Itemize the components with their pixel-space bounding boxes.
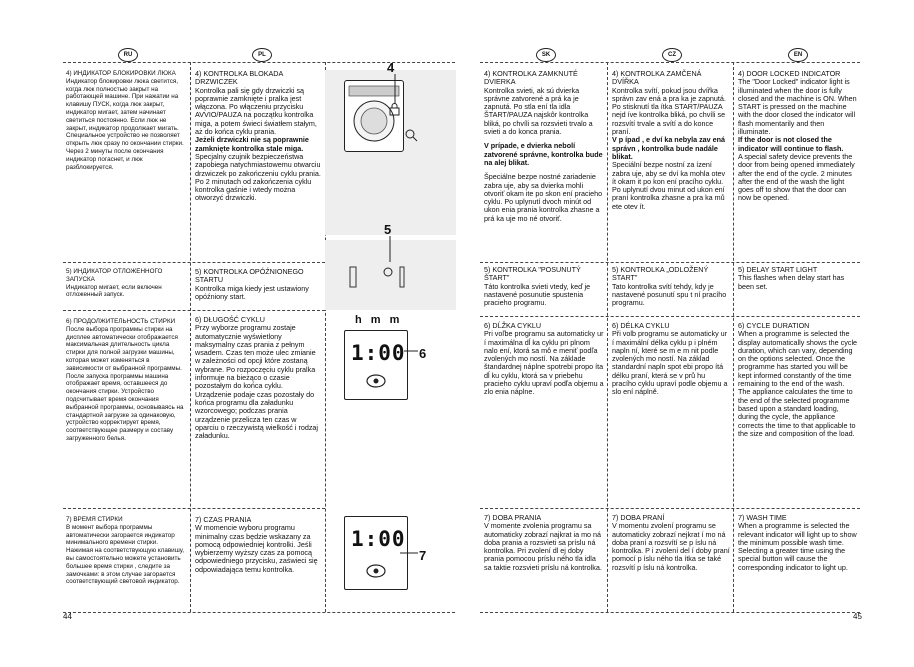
- wash-time-icon: [365, 373, 387, 389]
- pl-s4-title: 4) KONTROLKA BLOKADA DRZWICZEK: [195, 69, 283, 87]
- sk-section-6: [484, 322, 604, 403]
- flag-sk-icon: SK: [536, 48, 556, 62]
- pl-s5-title: 5) KONTROLKA OPÓŹNIONEGO STARTU: [195, 267, 304, 285]
- sk-s7-text: V momente zvolenia programu sa automaticky zobrazí najkrat ia mo ná doba prania a rozsvieti sa príslu ná kontrolka. Pri zvolení dl ej doby prania pomocou príslu ného tla idla sa taktie rozsvieti príslu ná kontrolka.: [484, 521, 602, 572]
- ru-s7-text: В момент выбора программы автоматически загорается индикатор минимального времени стирки. Нажимая на соответствующую клавишу, вы самостоятельно можете установить большее время стирки , следите за замочками: в этом случае загорается соответствующий световой индикатор.: [66, 523, 185, 586]
- hmm-label: h m m: [355, 314, 403, 326]
- flag-ru-icon: RU: [118, 48, 138, 62]
- delay-display-illustration: [348, 262, 408, 300]
- cz-s7-text: V momentu zvolení programu se automaticky zobrazí nejkrat í mo ná doba praní a rozsvítí se p íslu ná kontrolka. P i zvolení del í doby praní pomocí p íslu ného tla ítka se také rozsvítí p íslu ná kontrolka.: [612, 521, 730, 572]
- pl-s4-text: Kontrolka pali się gdy drzwiczki są poprawnie zamknięte i pralka jest włączona. Po włączeniu przycisku AVVIO/PAUZA na początku kontrolka miga, a potem świeci światłem stałym, aż do końca cyklu prania.: [195, 85, 317, 137]
- cz-s4-text: Kontrolka svítí, pokud jsou dvířka správn zav ená a pra ka je zapnutá. Po stisknutí tla ítka START/PAUZA nejd íve kontrolka bliká, po chvíli se rozsvítí trvale a svítí a do konce praní.: [612, 85, 726, 137]
- en-s4-bold: If the door is not closed the indicator will continue to flash.: [738, 135, 844, 153]
- cz-s6-title: 6) DÉLKA CYKLU: [612, 321, 670, 330]
- pl-s6-text: Przy wyborze programu zostaje automatycznie wyświetlony maksymalny czas prania z pełnym wsadem. Czas ten może ulec zmianie w zależności od opcji które zostaną wybrane. Po rozpoczęciu cyklu pralka informuje na bieżąco o czasie pozostałym do końca cyklu. Urządzenie podaje czas pozostały do końca programu dla załadunku wzorcowego; podczas prania urządzenie przelicza ten czas w oparciu o rzeczywistą wielkość i rodzaj załadunku.: [195, 323, 319, 441]
- cz-section-7: [612, 514, 730, 578]
- right-page: [457, 0, 914, 667]
- cz-s6-text: Při volb programu se automaticky ur í maximální délka cyklu p i plném napln ní, které se m e m nit podle zvolených mo ností. Na základ standardní napln spot ebi propo ítá délku praní, která se v prů hu pracího cyklu upraví podle objemu a slo ení náplně.: [612, 329, 728, 397]
- section-divider: [480, 262, 860, 263]
- cz-s5-text: Tato kontrolka svítí tehdy, kdy je nastavené posunutí spu t ní pracího programu.: [612, 281, 727, 308]
- pl-section-6: [195, 316, 321, 446]
- en-s7-title: 7) WASH TIME: [738, 513, 787, 522]
- cz-s4-title: 4) KONTROLKA ZAMČENÁ DVÍŘKA: [612, 69, 702, 87]
- ru-s5-text: Индикатор мигает, если включен отложенный запуск.: [66, 283, 162, 299]
- page-number: 45: [853, 612, 862, 621]
- en-s4-text2: A special safety device prevents the door from being opened immediately after the end of the cycle. 2 minutes after the end of the wash the light goes off to show that the door can now be opened.: [738, 151, 855, 203]
- duration-time-text: 1:00: [351, 341, 406, 365]
- en-s6-title: 6) CYCLE DURATION: [738, 321, 810, 330]
- en-s7-text: When a programme is selected the relevant indicator will light up to show the minimum possible wash time. Selecting a greater time using the special button will cause the corresponding indicator to light up.: [738, 521, 857, 572]
- callout-6-line: [404, 346, 420, 356]
- flag-cz-icon: CZ: [662, 48, 682, 62]
- callout-4: 4: [387, 60, 395, 75]
- section-divider: [480, 508, 860, 509]
- pl-section-7: [195, 516, 321, 580]
- top-divider: [63, 62, 455, 63]
- en-s5-text: This flashes when delay start has been set.: [738, 273, 845, 291]
- en-section-5: [738, 266, 858, 297]
- en-section-4: [738, 70, 858, 209]
- top-divider: [480, 62, 860, 63]
- section-divider: [63, 310, 325, 311]
- sk-s6-title: 6) DĹŽKA CYKLU: [484, 321, 542, 330]
- en-s6-text: When a programme is selected the display automatically shows the cycle duration, which can vary, depending on the options selected. Once the programme has started you will be kept informed constantly of the time remaining to the end of the wash. The appliance calculates the time to the end of the selected programme based upon a standard loading, during the cycle, the appliance corrects the time to that applicable to the size and composition of the load.: [738, 329, 858, 438]
- flag-pl-icon: PL: [252, 48, 272, 62]
- cz-s7-title: 7) DOBA PRANÍ: [612, 513, 665, 522]
- pl-s4-text2: Specjalny czujnik bezpieczeństwa zapobiega natychmiastowemu otwarciu drzwiczek po zakończeniu cyklu prania. Po 2 minutach od zakończenia cyklu kontrolka gaśnie i wtedy można otworzyć drzwiczki.: [195, 151, 321, 203]
- ru-s6-text: После выбора программы стирки на дисплее автоматически отображается максимальная длительность цикла стирки для полной загрузки машины, которая может изменяться в зависимости от выбранной программы. После запуска программы машина отображает время, оставшееся до окончания стирки. Устройство подсчитывает время окончания выбранной программы, основываясь на стандартной загрузке за одинаковую, устройство корректирует время, соответствующее размеру и составу загруженного белья.: [66, 325, 184, 442]
- sk-section-7: [484, 514, 604, 578]
- en-s4-text: The "Door Locked" indicator light is illuminated when the door is fully closed and the machine is ON. When START is pressed on the machine with the door closed the indicator will flash momentarily and then illuminate.: [738, 77, 857, 137]
- ru-s4-title: 4) ИНДИКАТОР БЛОКИРОВКИ ЛЮКА: [66, 70, 176, 77]
- en-section-6: [738, 322, 858, 444]
- cz-s5-title: 5) KONTROLKA „ODLOŽENÝ START": [612, 265, 709, 283]
- sk-s4-bold: V prípade, e dvierka nebolí zatvorené správne, kontrolka bude na alej blikat.: [484, 141, 603, 167]
- ru-section-6: [66, 318, 186, 449]
- ru-s7-title: 7) ВРЕМЯ СТИРКИ: [66, 516, 123, 523]
- sk-s4-text: Kontrolka svieti, ak sú dvierka správne zatvorené a prá ka je zapnutá. Po stla ení tla idla ŠTART/PAUZA najskôr kontrolka bliká, po chvíli sa rozsvieti trvalo a svieti a do konca prania.: [484, 85, 593, 137]
- sk-section-5: [484, 266, 604, 313]
- delay-display-segments: [348, 262, 408, 300]
- column-divider: [190, 62, 191, 612]
- pl-section-5: [195, 268, 321, 307]
- cz-section-5: [612, 266, 730, 313]
- sk-s4-title: 4) KONTROLKA ZAMKNUTÉ DVIERKA: [484, 69, 578, 87]
- wash-time-text: 1:00: [351, 527, 406, 551]
- door-lock-indicator-icon: [404, 128, 418, 142]
- pl-s4-bold: Jeżeli drzwiczki nie są poprawnie zamknięte kontrolka stale miga.: [195, 135, 309, 153]
- bottom-divider: [480, 612, 860, 613]
- flag-en-icon: EN: [788, 48, 808, 62]
- en-s4-title: 4) DOOR LOCKED INDICATOR: [738, 69, 841, 78]
- cycle-duration-display: [344, 330, 408, 400]
- cz-section-6: [612, 322, 730, 403]
- ru-s6-title: 6) ПРОДОЛЖИТЕЛЬНОСТЬ СТИРКИ: [66, 318, 176, 325]
- callout-7: 7: [419, 548, 427, 563]
- cz-s4-text2: Speciální bezpe nostní za ízení zabra uje, aby se dví ka mohla otev ít okam it po kon ení pracího cyklu. Po uplynutí dvou minut od ukon ení praní kontrolka zhasne a pra ka mů ete otev ít.: [612, 160, 726, 211]
- pl-section-4: [195, 70, 321, 209]
- pl-s7-text: W momencie wyboru programu minimalny czas będzie wskazany za pomocą odpowiedniej kontrolki. Jeśli wybierzemy wyższy czas za pomocą odpowiedniego przycisku, zaświeci się odpowiadająca temu kontrolka.: [195, 523, 318, 574]
- wash-time-indicator-icon: [365, 563, 387, 579]
- pl-s7-title: 7) CZAS PRANIA: [195, 515, 252, 524]
- sk-s6-text: Pri voľbe programu sa automaticky ur í maximálna dĺ ka cyklu pri plnom nalo ení, ktorá sa mô e meniť podľa zvolených mo ností. Na základe štandardnej náplne spotrebi propo íta dĺ ku cyklu, ktorá sa v priebehu pracieho cyklu upraví podľa objemu a zlo enia náplne.: [484, 329, 604, 397]
- ru-s5-title: 5) ИНДИКАТОР ОТЛОЖЕННОГО ЗАПУСКА: [66, 268, 163, 283]
- en-section-7: [738, 514, 858, 578]
- callout-7-line: [400, 548, 420, 558]
- pl-s6-title: 6) DŁUGOŚĆ CYKLU: [195, 315, 265, 324]
- sk-s5-text: Táto kontrolka svieti vtedy, keď je nastavené posunutie spustenia pracieho programu.: [484, 281, 591, 308]
- ru-section-4: [66, 70, 186, 177]
- pl-s5-text: Kontrolka miga kiedy jest ustawiony opóźniony start.: [195, 283, 309, 301]
- en-s5-title: 5) DELAY START LIGHT: [738, 265, 818, 274]
- callout-5: 5: [384, 222, 392, 237]
- column-divider: [733, 62, 734, 612]
- ru-s4-text: Индикатор блокировки люка светится, когда люк полностью закрыт на работающей машине. При нажатии на клавишу ПУСК, когда люк закрыт, индикатор мигает, затем начинает светиться постоянно. Если люк не закрыт, индикатор продолжает мигать. Специальное устройство не позволяет открыть люк сразу по окончании стирки. Через 2 минуты после окончания индикатор погаснет, и люк разблокируется.: [66, 77, 184, 171]
- sk-s7-title: 7) DOBA PRANIA: [484, 513, 542, 522]
- ru-section-5: [66, 268, 186, 305]
- sk-section-4: [484, 70, 604, 229]
- cz-section-4: [612, 70, 730, 217]
- page-number: 44: [63, 612, 72, 621]
- column-divider: [607, 62, 608, 612]
- section-divider: [63, 262, 325, 263]
- ru-section-7: [66, 516, 186, 592]
- callout-6: 6: [419, 346, 427, 361]
- cz-s4-bold: V p ípad , e dví ka nebyla zav ená správn , kontrolka bude nadále blikat.: [612, 135, 726, 161]
- lock-icon: [388, 102, 402, 116]
- section-divider: [63, 508, 325, 509]
- wash-time-display: [344, 516, 408, 590]
- section-divider: [480, 316, 860, 317]
- bottom-divider: [63, 612, 455, 613]
- sk-s4-text2: Špeciálne bezpe nostné zariadenie zabra uje, aby sa dvierka mohli otvoriť okam ite po skon ení pracieho cyklu. Po uplynutí dvoch minút od ukon enia prania kontrolka zhasne a prá ka uje mo né otvoriť.: [484, 172, 603, 223]
- sk-s5-title: 5) KONTROLKA "POSUNUTÝ ŠTART": [484, 265, 581, 283]
